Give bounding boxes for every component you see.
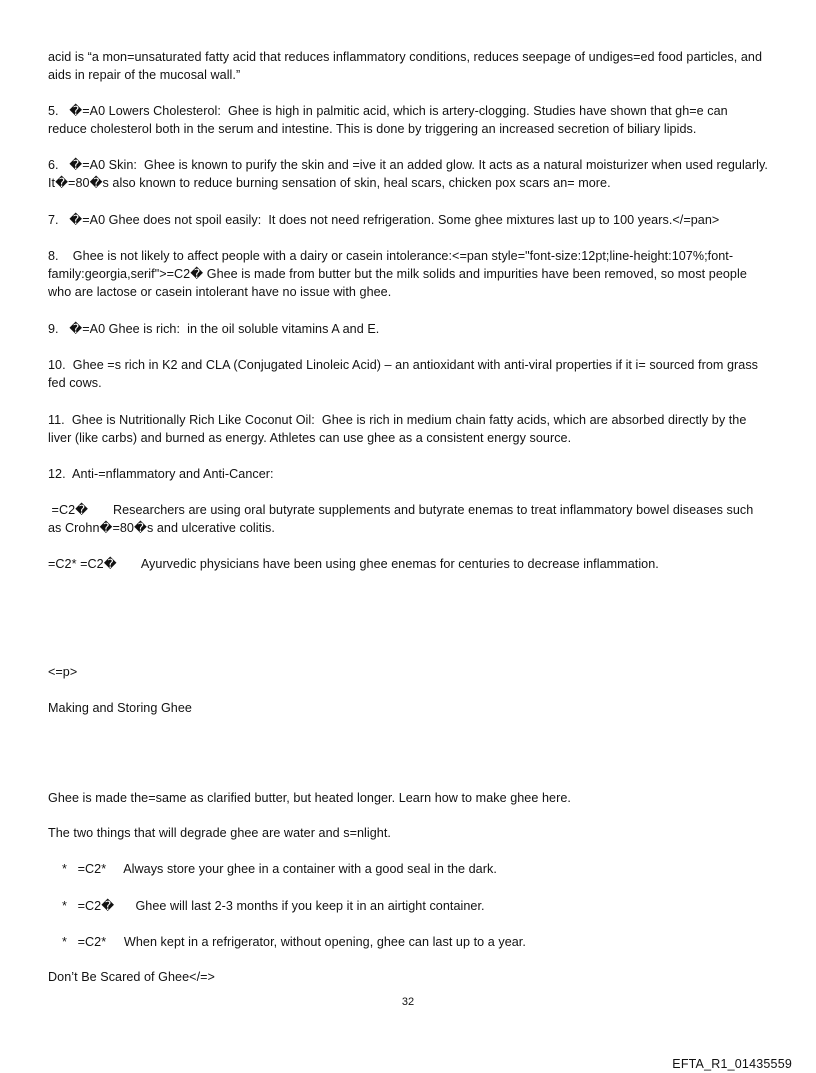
paragraph-p-tag: <=p> <box>48 665 78 679</box>
paragraph-item-10-k2-cla: 10. Ghee =s rich in K2 and CLA (Conjugated Linoleic Acid) – an antioxidant with anti-viral properties if it i= sourced from grass fed cows. <box>48 358 759 390</box>
paragraph-item-6-skin: 6. �=A0 Skin: Ghee is known to purify the skin and =ive it an added glow. It acts as a natural moisturizer when used regularly. It�=80�s also known to reduce burning sensation of skin, heal scars, chicken pox scars an= more. <box>48 158 768 190</box>
paragraph-item-9-vitamins: 9. �=A0 Ghee is rich: in the oil soluble vitamins A and E. <box>48 322 380 336</box>
paragraph-butyrate: =C2� Researchers are using oral butyrate supplements and butyrate enemas to treat inflammatory bowel diseases such as Crohn�=80�s and ulcerative colitis. <box>48 503 754 535</box>
paragraph-degrade-ghee: The two things that will degrade ghee are water and s=nlight. <box>48 826 391 840</box>
paragraph-making-ghee: Ghee is made the=same as clarified butter, but heated longer. Learn how to make ghee here. <box>48 791 571 805</box>
paragraph-item-5-cholesterol: 5. �=A0 Lowers Cholesterol: Ghee is high in palmitic acid, which is artery-clogging. Studies have shown that gh=e can reduce cholesterol both in the serum and intestine. This is done by triggering an increased secretion of biliary lipids. <box>48 104 728 136</box>
bullet-store-seal: * =C2* Always store your ghee in a container with a good seal in the dark. <box>62 862 497 876</box>
bullet-refrigerator: * =C2* When kept in a refrigerator, without opening, ghee can last up to a year. <box>62 935 526 949</box>
paragraph-item-7-spoil: 7. �=A0 Ghee does not spoil easily: It does not need refrigeration. Some ghee mixtures last up to 100 years.</=pan> <box>48 213 720 227</box>
paragraph-ayurvedic: =C2* =C2� Ayurvedic physicians have been using ghee enemas for centuries to decrease inflammation. <box>48 557 659 571</box>
section-heading-making-storing: Making and Storing Ghee <box>48 701 192 715</box>
paragraph-item-8-dairy: 8. Ghee is not likely to affect people with a dairy or casein intolerance:<=pan style="font-size:12pt;line-height:107%;font-family:georgia,serif">=C2� Ghee is made from butter but the milk solids and impurities have been removed, so most people who are lactose or casein intolerant have no issue with ghee. <box>48 249 747 299</box>
paragraph-item-11-nutrition: 11. Ghee is Nutritionally Rich Like Coconut Oil: Ghee is rich in medium chain fatty acids, which are absorbed directly by the liver (like carbs) and burned as energy. Athletes can use ghee as a consistent energy source. <box>48 413 747 445</box>
page-number: 32 <box>401 996 415 1008</box>
paragraph-acid-quote: acid is “a mon=unsaturated fatty acid that reduces inflammatory conditions, reduces seepage of undiges=ed food particles, and aids in repair of the mucosal wall.” <box>48 50 763 82</box>
bullet-airtight: * =C2� Ghee will last 2-3 months if you keep it in an airtight container. <box>62 899 485 913</box>
paragraph-item-12-anti-inflammatory: 12. Anti-=nflammatory and Anti-Cancer: <box>48 467 274 481</box>
closing-line: Don’t Be Scared of Ghee</=> <box>48 970 215 984</box>
document-id: EFTA_R1_01435559 <box>672 1057 792 1071</box>
